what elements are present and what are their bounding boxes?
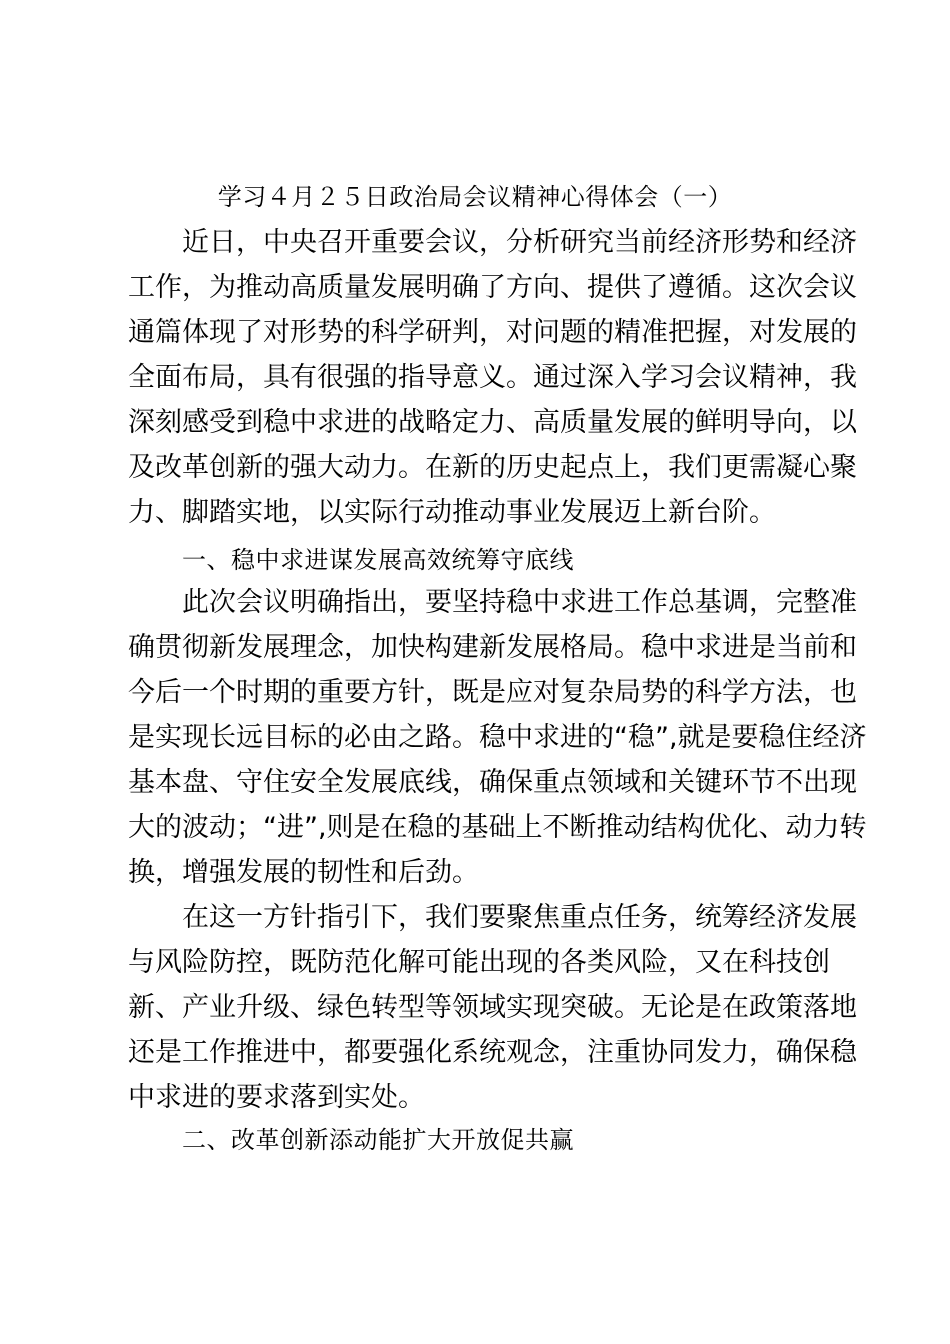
paragraph-line: 力、脚踏实地，以实际行动推动事业发展迈上新台阶。	[128, 497, 776, 528]
paragraph-line: 深刻感受到稳中求进的战略定力、高质量发展的鲜明导向，以	[128, 407, 857, 438]
paragraph-line: 及改革创新的强大动力。在新的历史起点上，我们更需凝心聚	[128, 452, 857, 483]
paragraph-line: 基本盘、守住安全发展底线，确保重点领域和关键环节不出现	[128, 767, 857, 798]
paragraph-line: 大的波动；“进”,则是在稳的基础上不断推动结构优化、动力转	[128, 812, 867, 843]
paragraph-line: 还是工作推进中，都要强化系统观念，注重协同发力，确保稳	[128, 1037, 857, 1068]
section-heading: 一、稳中求进谋发展高效统筹守底线	[182, 546, 574, 574]
paragraph-line: 近日，中央召开重要会议，分析研究当前经济形势和经济	[182, 227, 857, 258]
paragraph-line: 与风险防控，既防范化解可能出现的各类风险，又在科技创	[128, 947, 830, 978]
section-heading: 二、改革创新添动能扩大开放促共赢	[182, 1126, 574, 1154]
document-title: 学习４月２５日政治局会议精神心得体会（一）	[217, 183, 733, 211]
paragraph-line: 换，增强发展的韧性和后劲。	[128, 857, 479, 888]
paragraph-line: 通篇体现了对形势的科学研判，对问题的精准把握，对发展的	[128, 317, 857, 348]
paragraph-line: 此次会议明确指出，要坚持稳中求进工作总基调，完整准	[182, 587, 857, 618]
paragraph-line: 工作，为推动高质量发展明确了方向、提供了遵循。这次会议	[128, 272, 857, 303]
paragraph-line: 确贯彻新发展理念，加快构建新发展格局。稳中求进是当前和	[128, 632, 857, 663]
paragraph-line: 在这一方针指引下，我们要聚焦重点任务，统筹经济发展	[182, 902, 857, 933]
paragraph-line: 中求进的要求落到实处。	[128, 1082, 425, 1113]
paragraph-line: 全面布局，具有很强的指导意义。通过深入学习会议精神，我	[128, 362, 857, 393]
paragraph-line: 是实现长远目标的必由之路。稳中求进的“稳”,就是要稳住经济	[128, 722, 867, 753]
paragraph-line: 今后一个时期的重要方针，既是应对复杂局势的科学方法，也	[128, 677, 857, 708]
paragraph-line: 新、产业升级、绿色转型等领域实现突破。无论是在政策落地	[128, 992, 857, 1023]
